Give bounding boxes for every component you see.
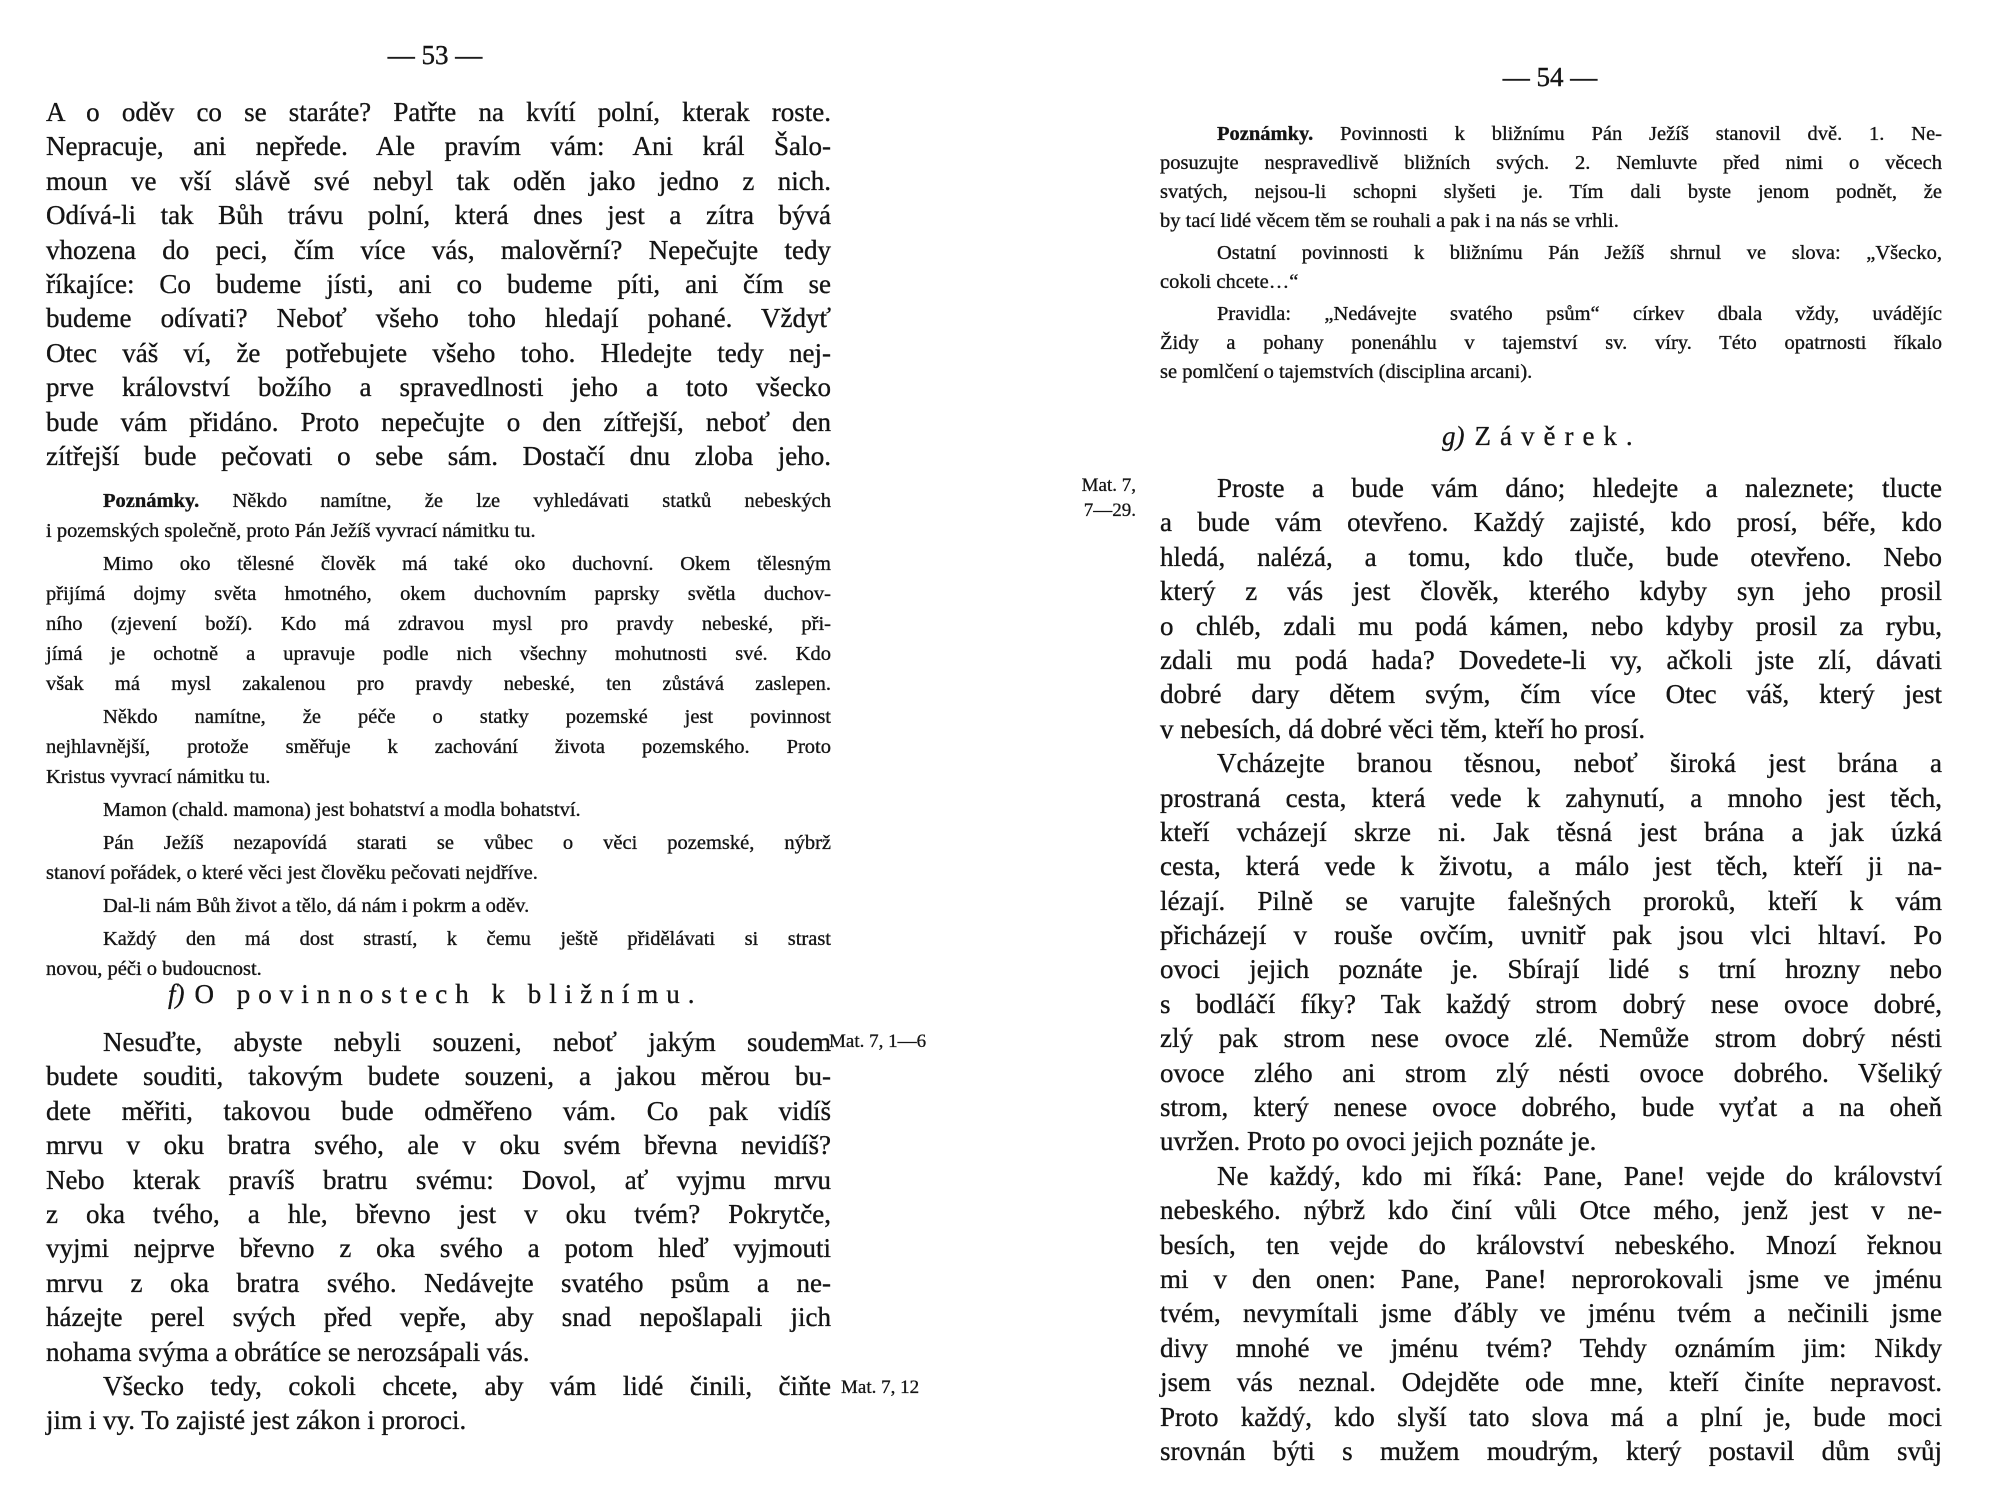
line-text: cokoli chcete…“	[1160, 271, 1299, 293]
line-text: svatých, nejsou-li schopni slyšeti je. Tím dali byste jenom podnět, že	[1160, 181, 1942, 203]
line-text: dobré dary dětem svým, čím více Otec váš, který jest	[1160, 679, 1942, 710]
text-line	[46, 609, 831, 639]
left-page-notes	[46, 486, 831, 984]
text-line	[46, 516, 831, 546]
text-line	[1160, 1159, 1942, 1193]
line-text: prostraná cesta, která vede k zahynutí, a mnoho jest těch,	[1160, 782, 1942, 813]
left-page-body	[46, 95, 831, 473]
notes-label: Poznámky.	[1217, 123, 1314, 145]
line-text: s bodláčí fíky? Tak každý strom dobrý nese ovoce dobré,	[1160, 988, 1942, 1019]
line-text: jim i vy. To zajisté jest zákon i proroci.	[46, 1405, 467, 1436]
notes-label: Poznámky.	[103, 490, 200, 512]
line-text: říkajíce: Co budeme jísti, ani co budeme píti, ani čím se	[46, 268, 831, 299]
line-text: tvém, nevymítali jsme ďábly ve jménu tvém a nečinili jsme	[1160, 1298, 1942, 1329]
line-text: Někdo namítne, že lze vyhledávati statků nebeských	[232, 490, 832, 512]
text-line	[1160, 918, 1942, 952]
line-text: cesta, která vede k životu, a málo jest těch, kteří ji na-	[1160, 851, 1942, 882]
text-line	[1160, 1365, 1942, 1399]
line-text: hledá, nalézá, a tomu, kdo tluče, bude otevřeno. Nebo	[1160, 541, 1942, 572]
text-line	[46, 795, 831, 825]
line-text: Dal-li nám Bůh život a tělo, dá nám i pokrm a oděv.	[103, 895, 530, 917]
line-text: budete souditi, takovým budete souzeni, a jakou měrou bu-	[46, 1061, 831, 1092]
text-line	[1160, 952, 1942, 986]
section-g-body	[1160, 471, 1942, 1468]
text-line	[1160, 815, 1942, 849]
text-line	[1160, 1021, 1942, 1055]
text-line	[1160, 207, 1942, 236]
text-line	[46, 129, 831, 163]
line-text: mrvu v oku bratra svého, ale v oku svém břevna nevidíš?	[46, 1130, 831, 1161]
text-line	[46, 439, 831, 473]
margin-reference-line: Mat. 7,	[1081, 475, 1136, 496]
text-line	[1160, 712, 1942, 746]
text-line	[46, 669, 831, 699]
line-text: ovoci jejich poznáte je. Sbírají lidé s trní hrozny nebo	[1160, 954, 1942, 985]
text-line	[46, 732, 831, 762]
line-text: lézají. Pilně se varujte falešných proroků, kteří k vám	[1160, 885, 1942, 916]
section-letter: f)	[168, 979, 185, 1009]
line-text: uvržen. Proto po ovoci jejich poznáte je.	[1160, 1126, 1597, 1157]
line-text: Odívá-li tak Bůh trávu polní, která dnes jest a zítra bývá	[46, 200, 831, 231]
line-text: nebeského. nýbrž kdo činí vůli Otce mého, jenž jest v ne-	[1160, 1195, 1942, 1226]
line-text: novou, péči o budoucnost.	[46, 958, 262, 980]
line-text: který z vás jest člověk, kterého kdyby syn jeho prosil	[1160, 576, 1942, 607]
line-text: dete měřiti, takovou bude odměřeno vám. Co pak vidíš	[46, 1095, 831, 1126]
text-line	[1160, 884, 1942, 918]
section-heading-g	[1442, 418, 1642, 454]
line-text: srovnán býti s mužem moudrým, který postavil dům svůj	[1160, 1435, 1942, 1466]
section-heading-f	[168, 976, 702, 1012]
line-text: moun ve vší slávě své nebyl tak oděn jako jedno z nich.	[46, 165, 831, 196]
line-text: Povinnosti k bližnímu Pán Ježíš stanovil dvě. 1. Ne-	[1340, 123, 1942, 145]
text-line	[46, 1163, 831, 1197]
text-line	[1160, 1331, 1942, 1365]
text-line	[1160, 987, 1942, 1021]
text-line	[46, 267, 831, 301]
text-line	[46, 486, 831, 516]
margin-reference	[1052, 473, 1136, 523]
line-text: Vcházejte branou těsnou, neboť široká jest brána a	[1217, 748, 1942, 779]
line-text: divy mnohé ve jménu tvém? Tehdy oznámím jim: Nikdy	[1160, 1332, 1942, 1363]
text-line	[1160, 268, 1942, 297]
text-line	[1160, 149, 1942, 178]
line-text: vhozena do peci, čím více vás, malověrní? Nepečujte tedy	[46, 234, 831, 265]
text-line	[1160, 1228, 1942, 1262]
line-text: nohama svýma a obrátíce se nerozsápali vás.	[46, 1336, 530, 1367]
line-text: o chléb, zdali mu podá kámen, nebo kdyby prosil za rybu,	[1160, 610, 1942, 641]
margin-reference-line: 7—29.	[1083, 500, 1136, 521]
text-line	[46, 1300, 831, 1334]
line-text: se pomlčení o tajemstvích (disciplina arcani).	[1160, 361, 1533, 383]
text-line	[1160, 239, 1942, 268]
line-text: však má mysl zakalenou pro pravdy nebeské, ten zůstává zaslepen.	[46, 673, 831, 695]
margin-reference: Mat. 7, 12	[841, 1377, 920, 1398]
line-text: ního (zjevení boží). Kdo má zdravou mysl pro pravdy nebeské, při-	[46, 613, 831, 635]
text-line	[1160, 120, 1942, 149]
line-text: posuzujte nespravedlivě bližních svých. 2. Nemluvte před nimi o věcech	[1160, 152, 1942, 174]
line-text: by tací lidé věcem těm se rouhali a pak i na nás se vrhli.	[1160, 210, 1619, 232]
line-text: a bude vám otevřeno. Každý zajisté, kdo prosí, béře, kdo	[1160, 507, 1942, 538]
section-letter: g)	[1442, 421, 1465, 451]
text-line	[46, 1197, 831, 1231]
text-line	[1160, 1400, 1942, 1434]
line-text: Nebo kterak pravíš bratru svému: Dovol, ať vyjmu mrvu	[46, 1164, 831, 1195]
text-line	[46, 858, 831, 888]
text-line	[1160, 358, 1942, 387]
text-line	[1160, 849, 1942, 883]
text-line	[46, 198, 831, 232]
text-line	[46, 336, 831, 370]
line-text: jsem vás neznal. Odejděte ode mne, kteří činíte nepravost.	[1160, 1367, 1942, 1398]
text-line	[46, 1369, 831, 1403]
line-text: mrvu z oka bratra svého. Nedávejte svatého psům a ne-	[46, 1267, 831, 1298]
right-page-notes	[1160, 120, 1942, 387]
text-line	[46, 1094, 831, 1128]
text-line	[1160, 746, 1942, 780]
line-text: A o oděv co se staráte? Patřte na kvítí polní, kterak roste.	[46, 97, 831, 127]
line-text: Pán Ježíš nezapovídá starati se vůbec o věci pozemské, nýbrž	[103, 832, 831, 854]
text-line	[1160, 178, 1942, 207]
text-line	[46, 1128, 831, 1162]
text-line	[1160, 1262, 1942, 1296]
line-text: házejte perel svých před vepře, aby snad nepošlapali jich	[46, 1302, 831, 1333]
text-line	[1160, 329, 1942, 358]
text-line	[46, 702, 831, 732]
line-text: zítřejší bude pečovati o sebe sám. Dostačí dnu zloba jeho.	[46, 440, 831, 471]
text-line	[46, 924, 831, 954]
text-line	[46, 1059, 831, 1093]
page-number-left: — 53 —	[387, 40, 483, 70]
text-line	[46, 1266, 831, 1300]
line-text: jímá je ochotně a upravuje podle nich všechny mohutnosti své. Kdo	[46, 643, 831, 665]
text-line	[46, 1231, 831, 1265]
section-title: Závěrek.	[1474, 421, 1642, 451]
text-line	[46, 233, 831, 267]
line-text: Mamon (chald. mamona) jest bohatství a modla bohatství.	[103, 799, 581, 821]
line-text: Ne každý, kdo mi říká: Pane, Pane! vejde do království	[1217, 1160, 1942, 1191]
line-text: Nesuďte, abyste nebyli souzeni, neboť jakým soudem	[103, 1027, 831, 1057]
line-text: Ostatní povinnosti k bližnímu Pán Ježíš shrnul ve slova: „Všecko,	[1217, 242, 1942, 264]
line-text: Kristus vyvrací námitku tu.	[46, 766, 271, 788]
line-text: nejhlavnější, protože směřuje k zachování života pozemského. Proto	[46, 736, 831, 758]
text-line	[46, 405, 831, 439]
line-text: Proto každý, kdo slyší tato slova má a plní je, bude moci	[1160, 1401, 1942, 1432]
section-f-body	[46, 1025, 831, 1438]
line-text: Otec váš ví, že potřebujete všeho toho. Hledejte tedy nej-	[46, 337, 831, 368]
text-line	[46, 1335, 831, 1369]
text-line	[1160, 540, 1942, 574]
line-text: bude vám přidáno. Proto nepečujte o den zítřejší, neboť den	[46, 406, 831, 437]
line-text: zdali mu podá hada? Dovedete-li vy, ačkoli jste zlí, dávati	[1160, 644, 1942, 675]
line-text: Židy a pohany ponenáhlu v tajemství sv. víry. Této opatrnosti říkalo	[1160, 332, 1942, 354]
text-line	[46, 1403, 831, 1437]
line-text: Pravidla: „Nedávejte svatého psům“ církev dbala vždy, uvádějíc	[1217, 303, 1942, 325]
line-text: Všecko tedy, cokoli chcete, aby vám lidé činili, čiňte	[103, 1370, 831, 1401]
line-text: Nepracuje, ani nepřede. Ale pravím vám: Ani král Šalo-	[46, 131, 831, 162]
text-line	[1160, 505, 1942, 539]
text-line	[1160, 781, 1942, 815]
text-line	[1160, 1296, 1942, 1330]
margin-reference: Mat. 7, 1—6	[829, 1031, 927, 1052]
text-line	[1160, 643, 1942, 677]
line-text: Proste a bude vám dáno; hledejte a naleznete; tlucte	[1217, 473, 1942, 503]
text-line	[1160, 1434, 1942, 1468]
line-text: v nebesích, dá dobré věci těm, kteří ho prosí.	[1160, 713, 1646, 744]
section-title: O povinnostech k bližnímu.	[194, 979, 703, 1009]
line-text: přicházejí v rouše ovčím, uvnitř pak jsou vlci hltaví. Po	[1160, 920, 1942, 951]
text-line	[1160, 609, 1942, 643]
line-text: budeme odívati? Neboť všeho toho hledají pohané. Vždyť	[46, 303, 831, 334]
line-text: zlý pak strom nese ovoce zlé. Nemůže strom dobrý nésti	[1160, 1023, 1942, 1054]
text-line	[46, 762, 831, 792]
text-line	[1160, 1193, 1942, 1227]
text-line	[46, 549, 831, 579]
line-text: vyjmi nejprve břevno z oka svého a potom hleď vyjmouti	[46, 1233, 831, 1264]
line-text: kteří vcházejí skrze ni. Jak těsná jest brána a jak úzká	[1160, 816, 1942, 847]
text-line	[1160, 1090, 1942, 1124]
line-text: i pozemských společně, proto Pán Ježíš vyvrací námitku tu.	[46, 520, 536, 542]
line-text: přijímá dojmy světa hmotného, okem duchovním paprsky světla duchov-	[46, 583, 831, 605]
line-text: strom, který nenese ovoce dobrého, bude vyťat a na oheň	[1160, 1092, 1942, 1123]
line-text: z oka tvého, a hle, břevno jest v oku tvém? Pokrytče,	[46, 1198, 831, 1229]
line-text: Mimo oko tělesné člověk má také oko duchovní. Okem tělesným	[103, 553, 831, 575]
line-text: besích, ten vejde do království nebeského. Mnozí řeknou	[1160, 1229, 1942, 1260]
text-line	[1160, 471, 1942, 505]
text-line	[1160, 1124, 1942, 1158]
page-number-right: — 54 —	[1502, 62, 1598, 92]
text-line	[46, 95, 831, 129]
line-text: prve království božího a spravedlnosti jeho a toto všecko	[46, 372, 831, 403]
text-line	[46, 828, 831, 858]
line-text: mi v den onen: Pane, Pane! neprorokovali jsme ve jménu	[1160, 1263, 1942, 1294]
text-line	[46, 370, 831, 404]
text-line	[46, 579, 831, 609]
line-text: stanoví pořádek, o které věci jest člověku pečovati nejdříve.	[46, 862, 538, 884]
text-line	[1160, 574, 1942, 608]
text-line	[1160, 677, 1942, 711]
line-text: Někdo namítne, že péče o statky pozemské jest povinnost	[103, 706, 831, 728]
text-line	[46, 891, 831, 921]
line-text: Každý den má dost strastí, k čemu ještě přidělávati si strast	[103, 928, 831, 950]
text-line	[46, 301, 831, 335]
text-line	[46, 639, 831, 669]
text-line	[1160, 300, 1942, 329]
text-line	[1160, 1056, 1942, 1090]
text-line	[46, 164, 831, 198]
text-line	[46, 1025, 831, 1059]
line-text: ovoce zlého ani strom zlý nésti ovoce dobrého. Všeliký	[1160, 1057, 1942, 1088]
